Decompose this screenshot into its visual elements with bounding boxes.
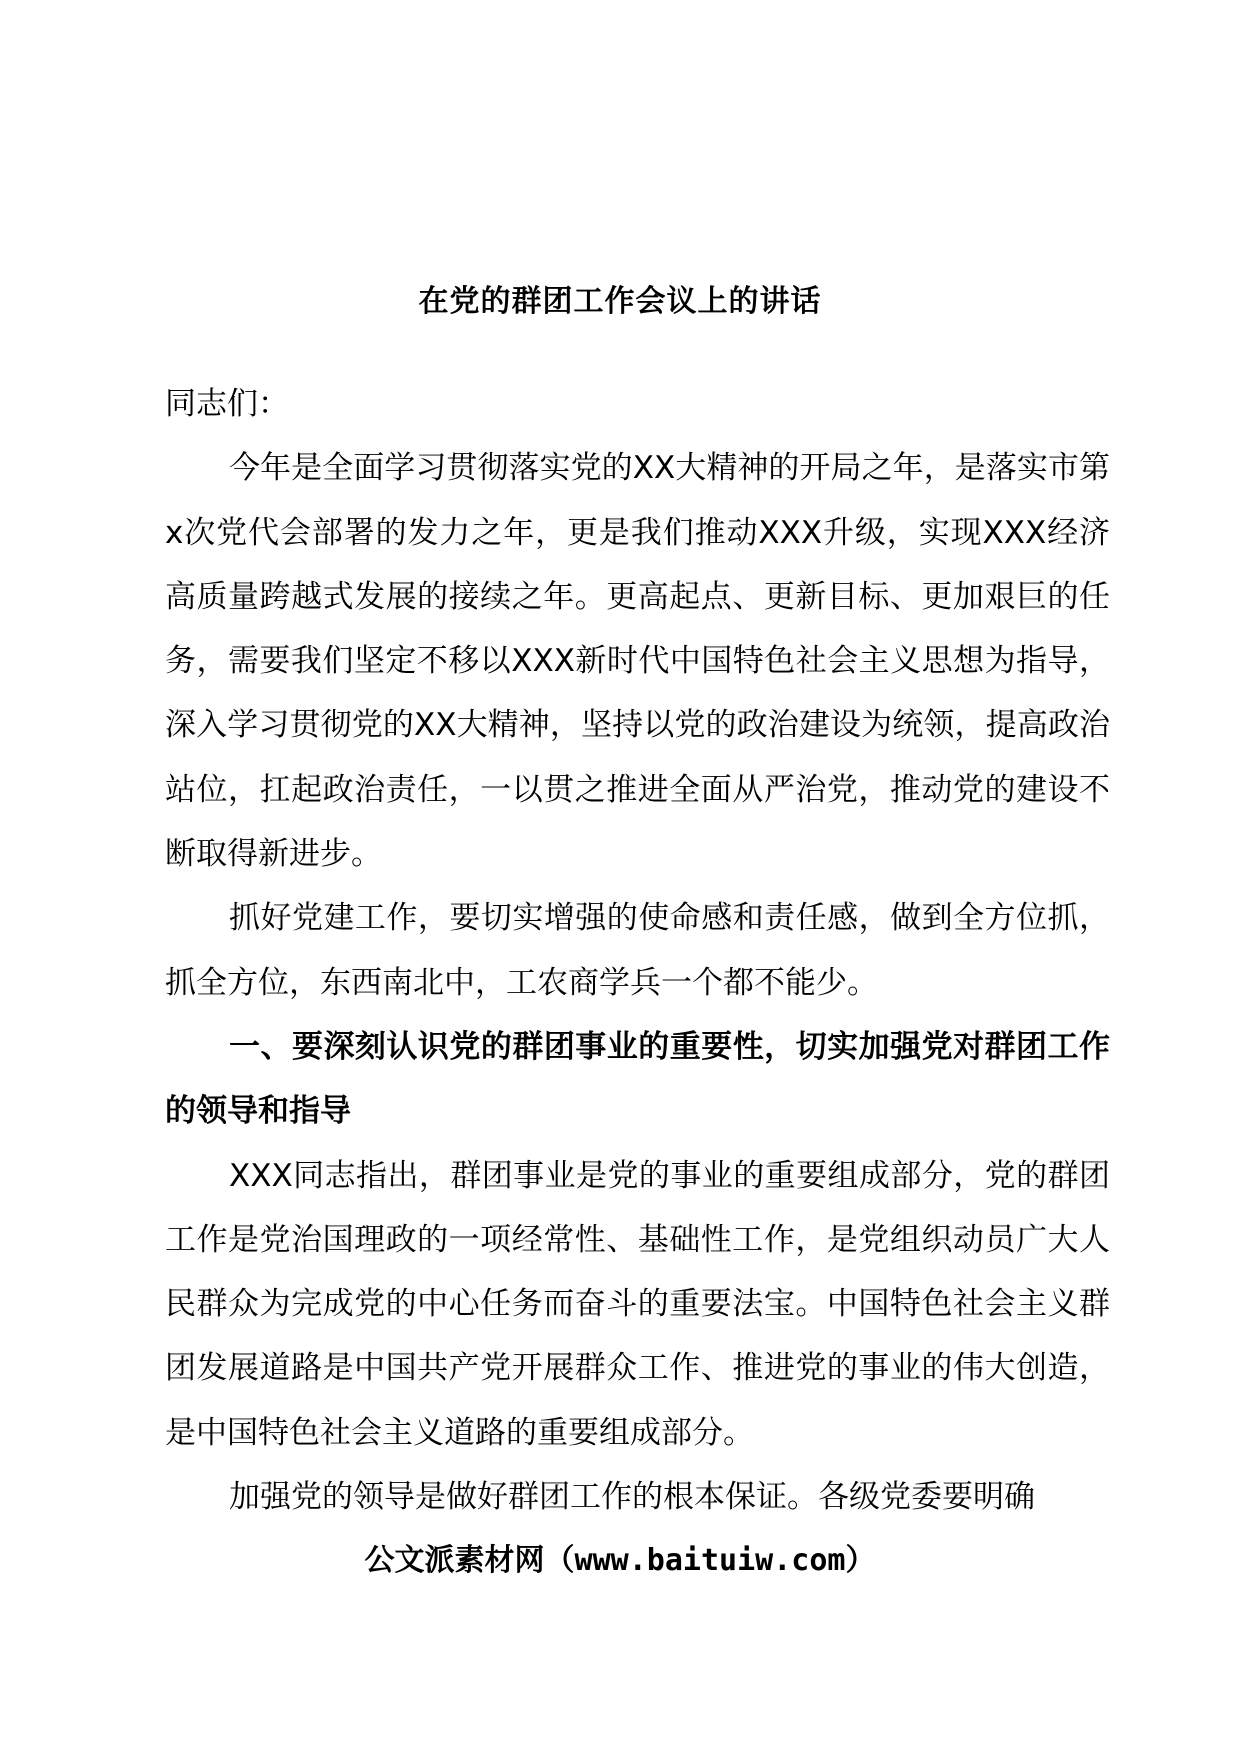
- paragraph-2: 抓好党建工作，要切实增强的使命感和责任感，做到全方位抓，抓全方位，东西南北中，工农商学兵一个都不能少。: [165, 900, 1110, 1001]
- footer-close-paren: ）: [845, 1543, 876, 1578]
- section-paragraph-2: 加强党的领导是做好群团工作的根本保证。各级党委要明确: [229, 1479, 1035, 1516]
- footer-site-name: 公文派素材网: [364, 1543, 545, 1578]
- section-paragraph-1: XXX同志指出，群团事业是党的事业的重要组成部分，党的群团工作是党治国理政的一项经常性、基础性工作，是党组织动员广大人民群众为完成党的中心任务而奋斗的重要法宝。中国特色社会主义群团发展道路是中国共产党开展群众工作、推进党的事业的伟大创造，是中国特色社会主义道路的重要组成部分。: [165, 1157, 1110, 1451]
- footer-url: www.baituiw.com: [574, 1543, 846, 1578]
- salutation: 同志们：: [165, 386, 289, 422]
- footer-watermark: [0, 1535, 1240, 1579]
- document-title: 在党的群团工作会议上的讲话: [418, 284, 822, 319]
- paragraph-1: 今年是全面学习贯彻落实党的XX大精神的开局之年，是落实市第x次党代会部署的发力之年，更是我们推动XXX升级，实现XXX经济高质量跨越式发展的接续之年。更高起点、更新目标、更加艰巨的任务，需要我们坚定不移以XXX新时代中国特色社会主义思想为指导，深入学习贯彻党的XX大精神，坚持以党的政治建设为统领，提高政治站位，扛起政治责任，一以贯之推进全面从严治党，推动党的建设不断取得新进步。: [165, 450, 1110, 873]
- footer-open-paren: （: [544, 1543, 575, 1578]
- section-heading-1: 一、要深刻认识党的群团事业的重要性，切实加强党对群团工作的领导和指导: [165, 1028, 1110, 1130]
- document-body: [165, 372, 1110, 1529]
